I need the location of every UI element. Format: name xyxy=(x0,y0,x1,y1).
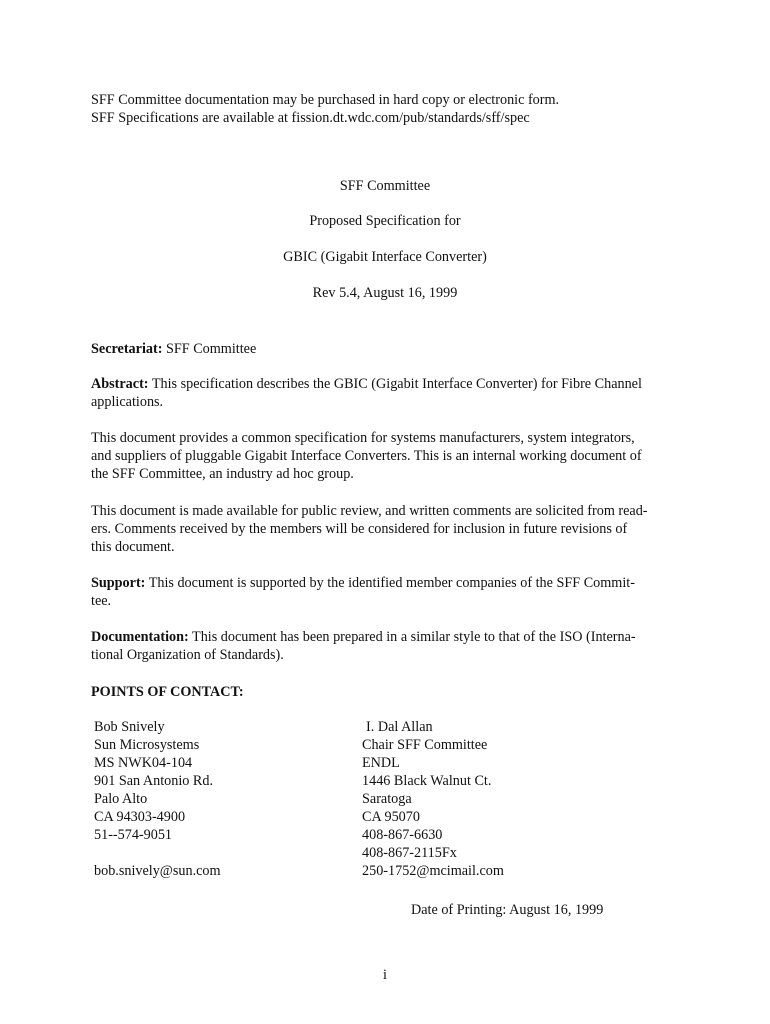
title-revision: Rev 5.4, August 16, 1999 xyxy=(312,285,458,301)
contact-left-mailstop: MS NWK04-104 xyxy=(94,755,193,771)
contact-right xyxy=(362,718,504,880)
secretariat-label: Secretariat: xyxy=(91,341,163,357)
contact-right-company: ENDL xyxy=(362,755,400,771)
abstract-line-1 xyxy=(91,375,691,393)
contact-left-city: Palo Alto xyxy=(94,791,148,807)
documentation-line-2: tional Organization of Standards). xyxy=(91,647,284,663)
abstract-line-2: applications. xyxy=(91,394,164,410)
title-committee: SFF Committee xyxy=(339,178,431,194)
contact-right-fax: 408-867-2115Fx xyxy=(362,845,457,861)
title-spec-name: GBIC (Gigabit Interface Converter) xyxy=(283,249,487,265)
para2-line-2: ers. Comments received by the members will be considered for inclusion in future revisions of xyxy=(91,521,628,537)
contact-right-zip: CA 95070 xyxy=(362,809,420,825)
contact-left-zip: CA 94303-4900 xyxy=(94,809,186,825)
contact-left-email: bob.snively@sun.com xyxy=(94,863,221,879)
support-label: Support: xyxy=(91,575,146,591)
secretariat xyxy=(91,340,691,358)
para1-line-1: This document provides a common specification for systems manufacturers, system integrators, xyxy=(91,430,635,446)
support-line-1 xyxy=(91,574,691,592)
abstract-text-1: This specification describes the GBIC (Gigabit Interface Converter) for Fibre Channel xyxy=(148,376,642,392)
contact-left xyxy=(94,718,221,880)
para1-line-3: the SFF Committee, an industry ad hoc group. xyxy=(91,466,354,482)
contact-left-name: Bob Snively xyxy=(94,719,165,735)
contact-right-street: 1446 Black Walnut Ct. xyxy=(362,773,492,789)
contact-right-title: Chair SFF Committee xyxy=(362,737,488,753)
contact-left-street: 901 San Antonio Rd. xyxy=(94,773,214,789)
contact-right-city: Saratoga xyxy=(362,791,412,807)
para2-line-3: this document. xyxy=(91,539,175,555)
para2-line-1: This document is made available for public review, and written comments are solicited from read- xyxy=(91,503,648,519)
contact-right-name: I. Dal Allan xyxy=(366,719,433,735)
support-line-2: tee. xyxy=(91,593,112,609)
documentation-line-1 xyxy=(91,628,691,646)
contact-left-company: Sun Microsystems xyxy=(94,737,200,753)
documentation-text-1: This document has been prepared in a similar style to that of the ISO (Interna- xyxy=(188,629,636,645)
contact-right-email: 250-1752@mcimail.com xyxy=(362,863,504,879)
contact-left-spacer xyxy=(94,844,221,862)
support-text-1: This document is supported by the identified member companies of the SFF Commit- xyxy=(145,575,635,591)
title-proposed: Proposed Specification for xyxy=(309,213,461,229)
page-number: i xyxy=(383,967,387,983)
contact-right-phone: 408-867-6630 xyxy=(362,827,443,843)
print-date: Date of Printing: August 16, 1999 xyxy=(411,902,604,918)
abstract-label: Abstract: xyxy=(91,376,149,392)
intro-line-1: SFF Committee documentation may be purchased in hard copy or electronic form. xyxy=(91,92,560,108)
contacts-heading-text: POINTS OF CONTACT: xyxy=(91,684,244,700)
secretariat-text: SFF Committee xyxy=(162,341,257,357)
para1-line-2: and suppliers of pluggable Gigabit Interface Converters. This is an internal working document of xyxy=(91,448,642,464)
documentation-label: Documentation: xyxy=(91,629,189,645)
contacts-heading xyxy=(91,683,691,701)
intro-line-2: SFF Specifications are available at fission.dt.wdc.com/pub/standards/sff/spec xyxy=(91,110,530,126)
contact-left-phone: 51--574-9051 xyxy=(94,827,173,843)
